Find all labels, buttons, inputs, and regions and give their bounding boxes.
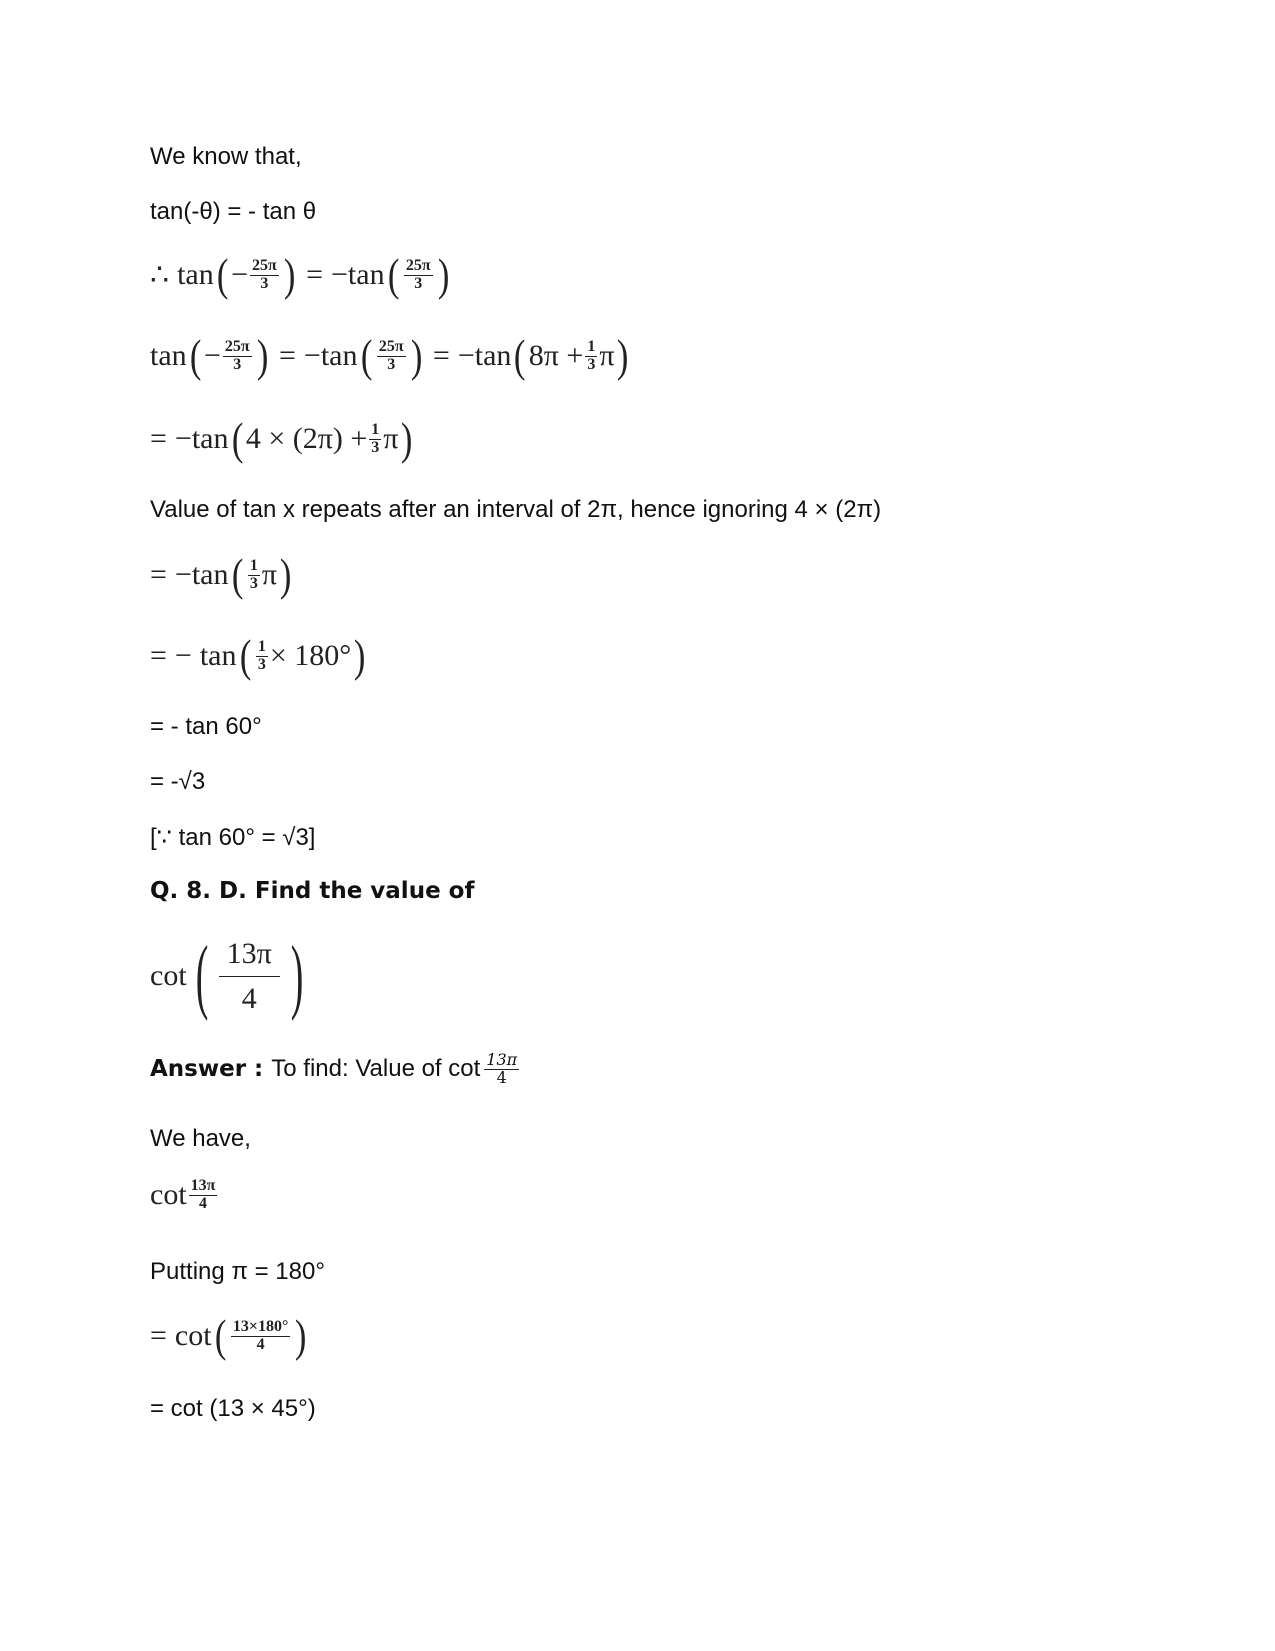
neg-tan-text: −tan <box>174 558 229 591</box>
we-have-text: We have, <box>150 1125 251 1152</box>
pi-symbol: π <box>261 558 277 591</box>
fraction: $\frac{13\pi}{4}$ <box>219 938 280 1014</box>
tan-text: tan <box>177 258 214 291</box>
answer-label: Answer : <box>150 1056 264 1083</box>
fraction: $\frac{25\pi}{3}$ <box>405 256 431 292</box>
eight-pi-text: 8π + <box>528 339 584 372</box>
equals-sign: = <box>279 339 296 372</box>
equals-sign: = <box>306 258 324 291</box>
cot-expression <box>150 1178 219 1213</box>
neg-tan-text: −tan <box>174 422 229 455</box>
equation-line-3: = −tan ( 4 × (2π) + $\frac{1}{3}$ π ) <box>150 413 413 464</box>
minus-sign: − <box>174 639 192 672</box>
answer-text: To find: Value of cot <box>271 1055 481 1083</box>
result-root3: = -√3 <box>150 768 206 795</box>
equals-sign: = <box>150 422 167 455</box>
result-tan60: = - tan 60° <box>150 713 262 740</box>
intro-text: We know that, <box>150 143 302 170</box>
equation-line-2: tan ( − $\frac{25\pi}{3}$ ) = −tan ( $\frac{25\pi}{3}$ ) = −tan ( 8π + $\frac{1}{3}$ π ) <box>150 330 629 381</box>
answer-line <box>150 1052 521 1087</box>
equation-line-4: = −tan ( $\frac{1}{3}$ π ) <box>150 549 292 600</box>
fraction: $\frac{25\pi}{3}$ <box>378 337 404 373</box>
final-line: = cot (13 × 45°) <box>150 1395 316 1422</box>
equation-line-1: ∴ tan ( − $\frac{25\pi}{3}$ ) = −tan ( $\frac{25\pi}{3}$ ) <box>150 249 450 300</box>
fraction: $\frac{13\pi}{4}$ <box>486 1050 518 1087</box>
therefore-symbol: ∴ <box>150 258 170 292</box>
neg-tan-text: −tan <box>457 339 512 372</box>
equals-sign: = <box>432 339 450 372</box>
fraction: $\frac{1}{3}$ <box>257 637 266 673</box>
identity-text: tan(-θ) = - tan θ <box>150 198 317 225</box>
fraction: $\frac{1}{3}$ <box>587 337 596 373</box>
minus-sign: − <box>203 339 221 372</box>
minus-sign: − <box>231 258 248 291</box>
times-180-text: × 180° <box>269 639 352 672</box>
fraction: $\frac{25\pi}{3}$ <box>252 256 277 292</box>
periodicity-text: Value of tan x repeats after an interval of 2π, hence ignoring 4 × (2π) <box>150 496 882 523</box>
tan-text: tan <box>150 339 187 372</box>
question-title: Q. 8. D. Find the value of <box>150 878 475 904</box>
fraction: $\frac{13\pi}{4}$ <box>190 1177 216 1212</box>
neg-tan-text: −tan <box>331 258 385 291</box>
putting-text: Putting π = 180° <box>150 1258 325 1285</box>
cot-text: cot <box>150 959 187 992</box>
fraction: $\frac{13\times 180^\circ}{4}$ <box>232 1317 289 1353</box>
pi-symbol: π <box>599 339 615 372</box>
neg-tan-text: −tan <box>303 339 358 372</box>
equals-sign: = <box>150 558 167 591</box>
pi-symbol: π <box>383 422 399 455</box>
tan-text: tan <box>199 639 237 672</box>
fraction: $\frac{1}{3}$ <box>249 556 258 592</box>
equals-sign: = <box>150 1319 167 1352</box>
cot-text: cot <box>174 1319 212 1352</box>
question-expression: cot ( $\frac{13\pi}{4}$ ) <box>150 929 304 1022</box>
cot-text: cot <box>150 1178 187 1212</box>
four-times-text: 4 × (2π) + <box>245 422 368 455</box>
fraction: $\frac{25\pi}{3}$ <box>224 337 250 373</box>
fraction: $\frac{1}{3}$ <box>371 420 380 456</box>
equation-line-6: = cot ( $\frac{13\times 180^\circ}{4}$ ) <box>150 1310 307 1361</box>
equals-sign: = <box>150 639 167 672</box>
equation-line-5: = − tan ( $\frac{1}{3}$ × 180° ) <box>150 630 366 681</box>
reason-text: [∵ tan 60° = √3] <box>150 824 316 851</box>
